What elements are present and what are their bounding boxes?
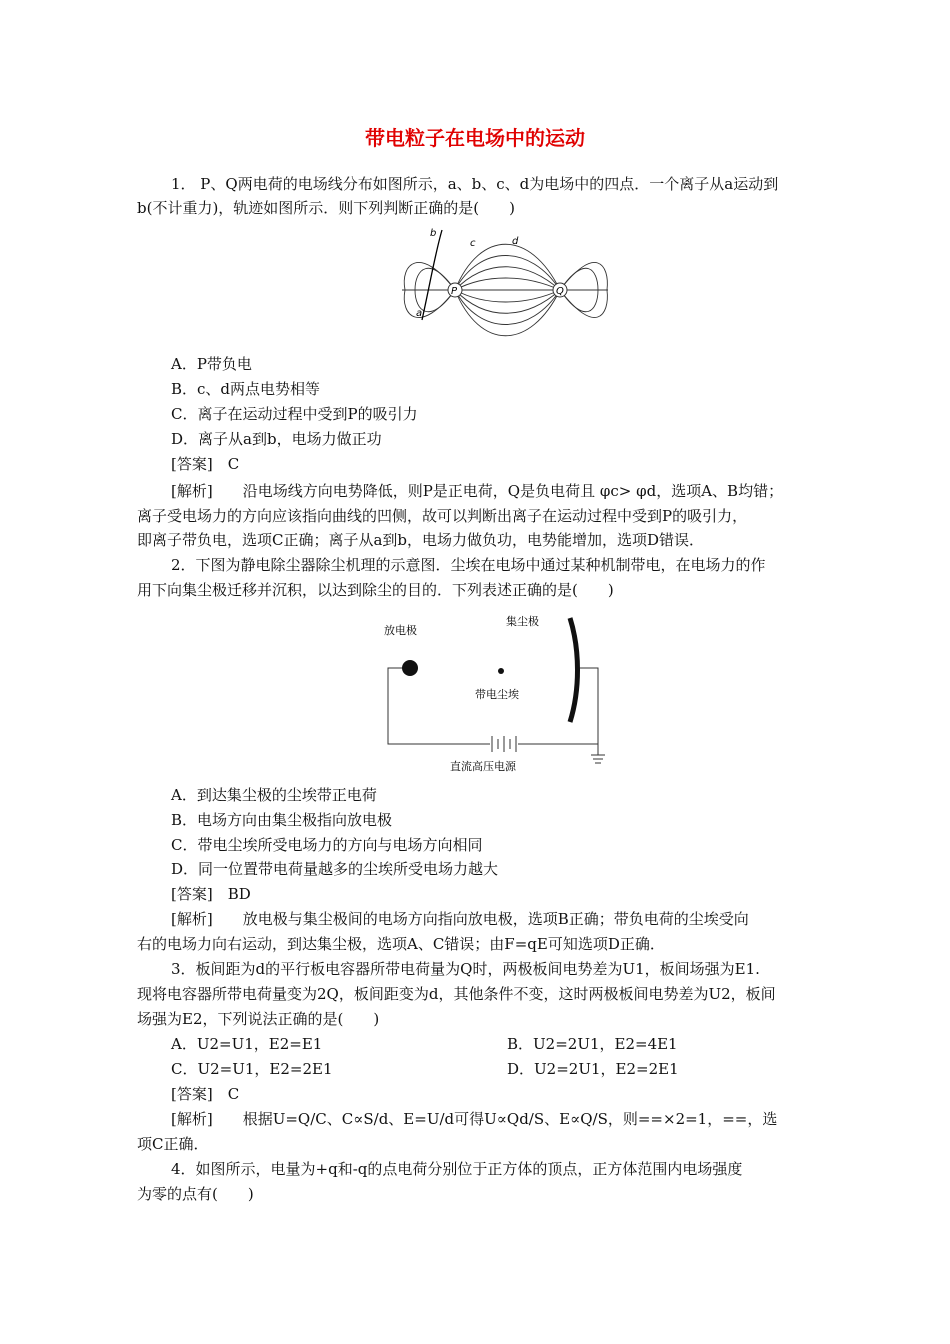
q2-option-b: B．电场方向由集尘极指向放电极 (171, 811, 393, 829)
q2-option-a: A．到达集尘极的尘埃带正电荷 (171, 786, 377, 804)
q2-stem-line-2: 用下向集尘极迁移并沉积，以达到除尘的目的．下列表述正确的是( ) (137, 581, 614, 599)
q3-option-d: D．U2=2U1，E2=2E1 (507, 1060, 679, 1078)
q2-stem-line-1: 2．下图为静电除尘器除尘机理的示意图．尘埃在电场中通过某种机制带电，在电场力的作 (171, 556, 766, 574)
label-collector-electrode: 集尘极 (506, 615, 539, 628)
q3-option-b: B．U2=2U1，E2=4E1 (507, 1035, 678, 1053)
label-charged-dust: 带电尘埃 (475, 688, 519, 701)
q2-answer: [答案] BD (171, 885, 251, 903)
q1-option-d: D．离子从a到b，电场力做正功 (171, 430, 382, 448)
label-b: b (430, 228, 437, 239)
q2-option-d: D．同一位置带电荷量越多的尘埃所受电场力越大 (171, 860, 499, 878)
q1-stem-line-1: 1． P、Q两电荷的电场线分布如图所示，a、b、c、d为电场中的四点．一个离子从a运动到 (171, 175, 779, 193)
field-lines-figure (400, 224, 610, 354)
q1-analysis-line-2: 离子受电场力的方向应该指向曲线的凹侧，故可以判断出离子在运动过程中受到P的吸引力， (137, 507, 748, 525)
precipitator-figure (380, 610, 620, 775)
q3-option-c: C．U2=U1，E2=2E1 (171, 1060, 333, 1078)
q1-analysis-line-3: 即离子带负电，选项C正确；离子从a到b，电场力做负功，电势能增加，选项D错误． (137, 531, 705, 549)
q1-stem-line-2: b(不计重力)，轨迹如图所示．则下列判断正确的是( ) (137, 199, 516, 217)
q4-stem-line-1: 4．如图所示，电量为+q和-q的点电荷分别位于正方体的顶点，正方体范围内电场强度 (171, 1160, 743, 1178)
q4-stem-line-2: 为零的点有( ) (137, 1185, 254, 1203)
label-P: P (451, 286, 458, 297)
q3-option-a: A．U2=U1，E2=E1 (171, 1035, 323, 1053)
label-d: d (512, 236, 519, 247)
q3-stem-line-3: 场强为E2，下列说法正确的是( ) (137, 1010, 380, 1028)
q3-answer: [答案] C (171, 1085, 240, 1103)
label-c: c (470, 238, 476, 249)
label-a: a (416, 308, 423, 319)
label-discharge-electrode: 放电极 (384, 624, 417, 637)
q1-option-c: C．离子在运动过程中受到P的吸引力 (171, 405, 418, 423)
q3-analysis-line-2: 项C正确． (137, 1135, 209, 1153)
q1-option-b: B．c、d两点电势相等 (171, 380, 321, 398)
q2-option-c: C．带电尘埃所受电场力的方向与电场方向相同 (171, 836, 483, 854)
q3-analysis-line-1: [解析] 根据U=Q/C、C∝S/d、E=U/d可得U∝Qd/S、E∝Q/S，则==×2=1，==，选 (171, 1110, 778, 1128)
label-Q: Q (556, 286, 564, 297)
q2-analysis-line-2: 右的电场力向右运动，到达集尘极，选项A、C错误；由F=qE可知选项D正确． (137, 935, 665, 953)
q2-analysis-line-1: [解析] 放电极与集尘极间的电场方向指向放电极，选项B正确；带负电荷的尘埃受向 (171, 910, 749, 928)
page-title: 带电粒子在电场中的运动 (365, 126, 585, 150)
q1-analysis-line-1: [解析] 沿电场线方向电势降低，则P是正电荷，Q是负电荷且 φc> φd，选项A、B均错； (171, 482, 784, 500)
q1-answer: [答案] C (171, 455, 240, 473)
q1-option-a: A．P带负电 (171, 355, 252, 373)
q3-stem-line-2: 现将电容器所带电荷量变为2Q，板间距变为d，其他条件不变，这时两极板间电势差为U2，板间 (137, 985, 776, 1003)
q3-stem-line-1: 3．板间距为d的平行板电容器所带电荷量为Q时，两极板间电势差为U1，板间场强为E1. (171, 960, 760, 978)
label-power-supply: 直流高压电源 (450, 760, 516, 773)
